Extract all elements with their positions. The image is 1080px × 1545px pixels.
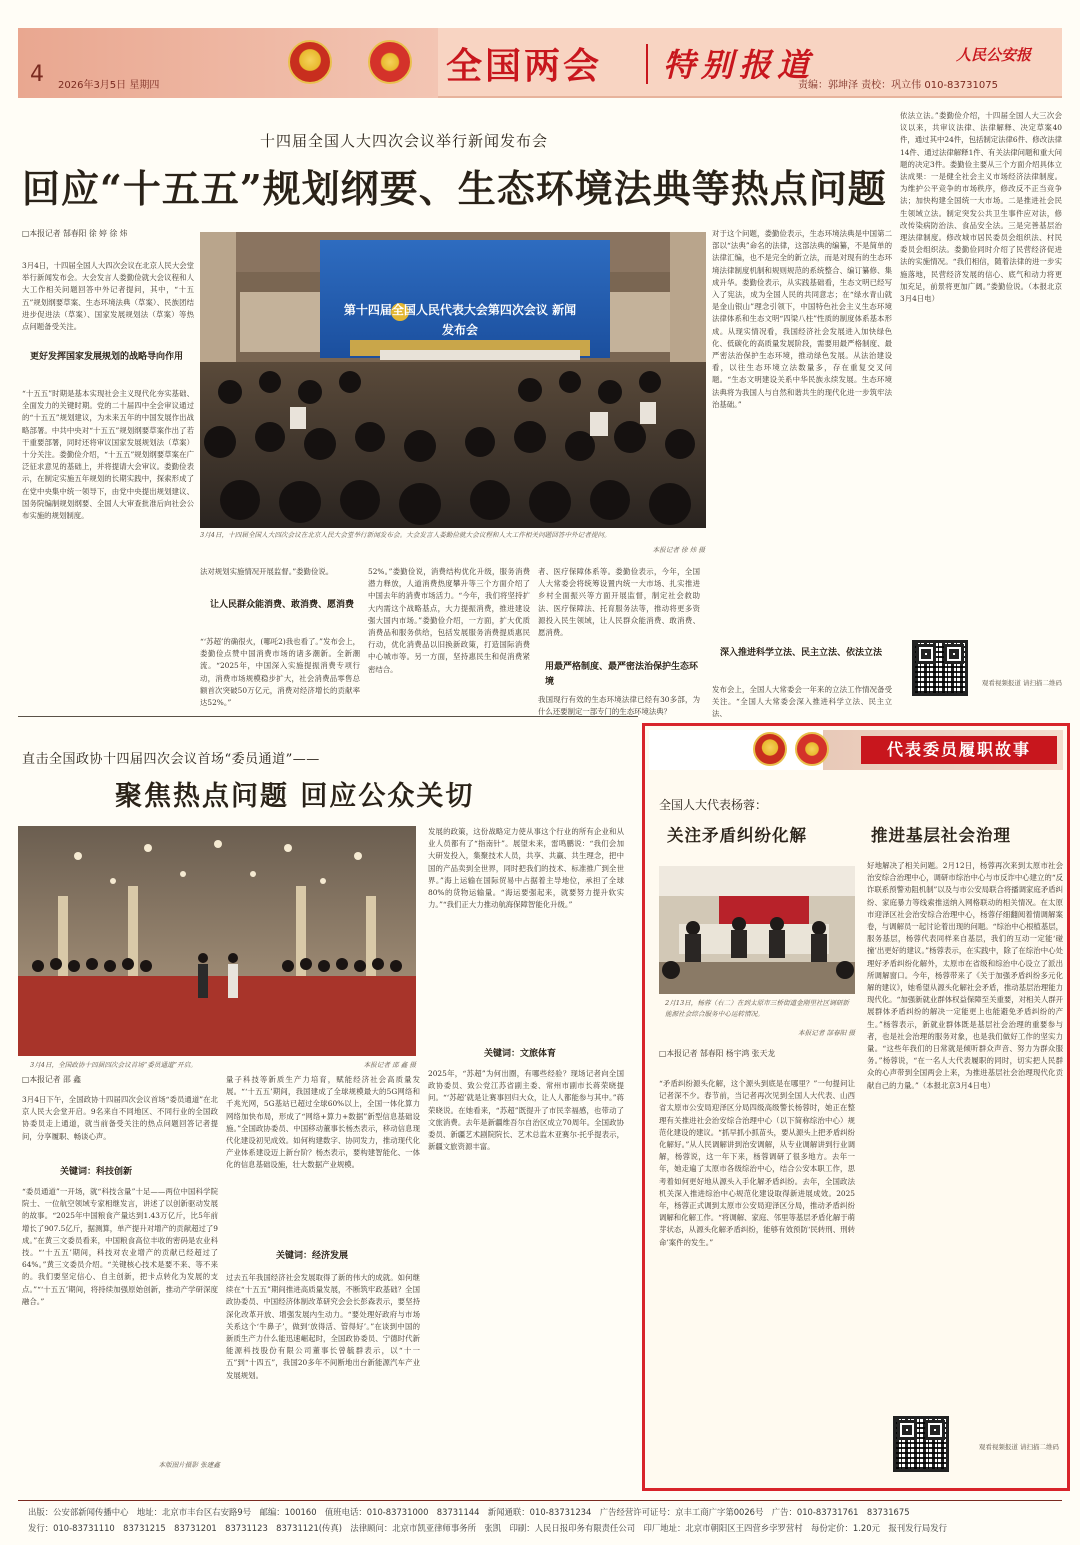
- article1-col4b-body: 我国现行有效的生态环境法律已经有30多部，为什么还要制定一部专门的生态环境法典？: [538, 695, 700, 717]
- article1-subhead1: 更好发挥国家发展规划的战略导向作用: [30, 352, 184, 362]
- feature-headline-right: 推进基层社会治理: [871, 826, 1011, 845]
- title-divider: [646, 44, 648, 84]
- feature-photo-credit: 本报记者 郜春阳 摄: [798, 1029, 855, 1037]
- article1-col5b-body: 发布会上，全国人大常委会一年来的立法工作情况备受关注。“全国人大常委会深入推进科学立法、民主立法、: [712, 685, 892, 719]
- article2-kw-culture: 关键词：文旅体育: [484, 1049, 557, 1059]
- feature-headline-left: 关注矛盾纠纷化解: [667, 826, 807, 845]
- qr-code-icon[interactable]: [912, 640, 968, 696]
- article1-col2b-body: “‘苏超’的确很火，(哪吒2)我也看了。”发布会上，娄勤俭点赞中国消费市场的诸多潮新。全新潮流。“2025年，中国深入实施提振消费专项行动，消费市场规模稳步扩大，社会消费品零售总额首次突破50万亿元，消费对经济增长的贡献率达52%。”: [200, 637, 360, 708]
- press-conference-photo: [200, 232, 706, 528]
- issue-date: 2026年3月5日 星期四: [58, 80, 160, 91]
- page-number: 4: [30, 62, 44, 87]
- feature-photo-caption: 2月13日，杨蓉（右二）在到太原市三桥街道金刚里社区调研新能源社会综合服务中心运转情况。: [665, 999, 850, 1018]
- national-emblem-icon: [288, 40, 332, 84]
- committee-passage-photo: [18, 826, 416, 1056]
- editor-credits: 责编：郭坤泽 责校：巩立伟 010-83731075: [798, 80, 998, 91]
- article2-kicker: 直击全国政协十四届四次会议首场“委员通道”——: [22, 752, 320, 767]
- feature-col-left: “矛盾纠纷源头化解，这个源头到底是在哪里？”一句提问让记者深不少。春节前，当记者再次见到全国人大代表、山西省太原市公安局迎泽区分局四级高级警长杨蓉时，她正在整理有关推进社会治安综合治理中心（以下简称综治中心）规范化建设的建议。“抓早抓小抓苗头，要从源头上把矛盾纠纷化解好。”从人民调解讲到治安调解，从专业调解讲到行业调解，杨蓉说，这一年下来，杨蓉调研了很多地方。去年一年，她走遍了太原市各级综治中心，结合公安本职工作，思考着如何更好地从源头入手化解矛盾纠纷。去年，全国政法机关深入推进综治中心规范化建设取得新进展成效。2025年，杨蓉正式调到太原市公安局迎泽区分局，推动矛盾纠纷调解和化解工作。“将调解、家庭、邻里等基层矛盾化解于萌芽状态，从源头化解矛盾纠纷，能够有效预防‘民转刑、刑转命’案件的发生。”: [659, 1079, 855, 1247]
- article1-col4-body: 者、医疗保障体系等。娄勤俭表示，今年，全国人大常委会将统筹设置内统一大市场、扎实推进乡村全面振兴等方面开展监督，制定社会救助法、医疗保障法、托育服务法等，推动将更多资源投入民生领域，让人民群众能消费、敢消费、愿消费。: [538, 567, 700, 638]
- article1-subhead2: 让人民群众能消费、敢消费、愿消费: [210, 600, 355, 610]
- article1-col6-body: 依法立法。”娄勤俭介绍，十四届全国人大三次会议以来，共审议法律、法律解释、决定草案40件，通过其中24件，包括制定法律6件、修改法律14件、通过法律解释1件、有关法律问题和重大问题的决定3件。娄勤俭主要从三个方面介绍具体立法成果：一是健全社会主义市场经济法律制度。为维护公平竞争的市场秩序，修改反不正当竞争法；加快构建全国统一大市场。二是推进社会民生领域立法。制定突发公共卫生事件应对法，修改传染病防治法、食品安全法。三是完善基层治理法律制度。修改城市居民委员会组织法、村民委员会组织法。娄勤俭同时介绍了民营经济促进法的实施情况。“我们相信，随着法律的进一步实施落地，民营经济发展的信心、底气和动力将更加充足，前景将更加广阔。”娄勤俭说。（本报北京3月4日电）: [900, 111, 1062, 304]
- article2-headline: 聚焦热点问题 回应公众关切: [115, 781, 475, 812]
- passage-photo-credit: 本报记者 邵 鑫 摄: [363, 1061, 416, 1069]
- article1-lead: 3月4日，十四届全国人大四次会议在北京人民大会堂举行新闻发布会。大会发言人娄勤俭就大会议程和人大工作相关问题回答中外记者提问，其中，“十五五”规划纲要草案、生态环境法典（草案）、民族团结进步促进法（草案）、国家发展规划法（草案）等热点问题备受关注。: [22, 261, 195, 332]
- article2-kw-tech: 关键词：科技创新: [60, 1167, 133, 1177]
- feature-qr-code-icon[interactable]: [893, 1416, 949, 1472]
- section-divider: [18, 716, 638, 717]
- article2-kw-economy: 关键词：经济发展: [276, 1251, 349, 1261]
- feature-meeting-photo: [659, 866, 855, 994]
- feature-emblem-icon: [753, 732, 787, 766]
- press-photo-caption: 3月4日，十四届全国人大四次会议在北京人民大会堂举行新闻发布会。大会发言人娄勤俭就大会议程和人大工作相关问题回答中外记者提问。: [200, 531, 611, 539]
- feature-kicker: 全国人大代表杨蓉：: [659, 798, 768, 812]
- press-photo-credit: 本报记者 徐 炜 摄: [652, 546, 705, 554]
- article2-col-a-body: “委员通道”一开场，就“科技含量”十足——两位中国科学院院士、一位航空领域专家相继发言，讲述了以创新驱动发展的故事。“2025年中国粮食产量达到1.43万亿斤，比5年前增长了907.5亿斤，据测算，单产提升对增产的贡献超过了9成。”在黄三文委员看来，中国粮食高位丰收的密码是农业科技。“‘十五五’期间，科技对农业增产的贡献已经超过了64%。”黄三文委员介绍。“关键核心技术是要不来、等不来的。我们要坚定信心、自主创新，把卡点转化为发展的支点。”“‘十五五’期间，将持续加强原始创新，推动产学研深度融合。”: [22, 1187, 218, 1306]
- article2-col-b2-body: 过去五年我国经济社会发展取得了新的伟大的成就。如何继续在“十五五”期间推进高质量发展，不断筑牢政基础？全国政协委员、中国经济体制改革研究会会长彭森表示，要坚持深化改革开放、增强发展内生动力。“要处理好政府与市场关系这个‘牛鼻子’，做到‘放得活、管得好’。”在谈到中国的新质生产力什么能迅速崛起时，全国政协委员、宁德时代新能源科技股份有限公司董事长曾毓群表示，以“十一五”到“十四五”，我国20多年不间断地出台新能源汽车产业发展规划。: [226, 1273, 420, 1380]
- article2-right-col-a: 发展的政策，这份战略定力使从事这个行业的所有企业和从业人员都有了“指南针”。展望未来，雷鸣鹏说：“我们会加大研发投入，集聚技术人员，共享、共赢、共生理念，把中国的产品卖到全世界，同时把我们的技术、标准推广到全世界。”海上运输在国际贸易中占据着主导地位，承担了全球80%的货物运输量。“海运要强起来，就要努力提升软实力。”“我们正大力推动航海保障智能化升级。”: [428, 827, 624, 910]
- backdrop-text: 第十四届全国人民代表大会第四次会议 新闻发布会: [343, 303, 577, 337]
- article2-lead: 3月4日下午，全国政协十四届四次会议首场“委员通道”在北京人民大会堂开启。9名来自不同地区、不同行业的全国政协委员走上通道，就当前备受关注的热点问题回答记者提问，分享履职、畅谈心声。: [22, 1095, 218, 1141]
- page-banner: [18, 28, 1062, 98]
- article1-col5-body: 对于这个问题，娄勤俭表示，生态环境法典是中国第二部以“法典”命名的法律，这部法典的编纂，不是简单的法律汇编，也不是完全的新立法，而是对现有的生态环境法律制度机制和规则规范的系统整合、编订纂修、集成升华。娄勤俭表示，从实践基础看，生态文明已经写入了宪法，成为全国人民的共同意志；在“绿水青山就是金山银山”理念引领下，中国特色社会主义生态环境法律体系和生态文明“四梁八柱”性质的制度体系基本形成。从现实情况看，我国经济社会发展进入加快绿色化、低碳化的高质量发展阶段，需要用最严格制度、最严密法治保护生态环境，推动绿色发展。从法治建设看，以往生态环境立法数量多，存在重复交叉问题。“生态文明建设关系中华民族永续发展。生态环境法典将为我国人与自然和谐共生的现代化进一步筑牢法治基础。”: [712, 229, 892, 409]
- article1-col1-body: “十五五”时期是基本实现社会主义现代化夯实基础、全面发力的关键时期。党的二十届四中全会审议通过的“十五五”规划建议，为未来五年的中国发展作出战略部署。中共中央对“十五五”规划纲要草案作出了若干重要部署，同时还将审议国家发展规划法（草案）十分关注。娄勤俭介绍，“十五五”规划纲要草案在广泛征求意见的基础上，并将提请大会审议。娄勤俭表示，在制定实施五年规划的长期实践中，探索形成了在党中央集中统一领导下，由党中央提出规划建议、国务院编制规划纲要、全国人大审查批准后向社会公布实施的规划制度。: [22, 389, 194, 521]
- footer-line2: 发行：010-83731110 83731215 83731201 83731123 83731121(传真) 法律顾问：北京市凯亚律师事务所 张凯 印刷：人民日报印务有限责任公司 印厂地址：北京市朝阳区王四营乡孛罗营村 每份定价：1.20元 报刊发行局发行: [28, 1523, 947, 1533]
- feature-column-banner: [649, 730, 1063, 770]
- cppcc-emblem-icon: [368, 40, 412, 84]
- footer-rule: [18, 1500, 1062, 1501]
- article1-subhead3: 用最严格制度、最严密法治保护生态环境: [545, 662, 699, 687]
- feature-byline: □本报记者 郜春阳 杨宇鸿 张天龙: [659, 1049, 776, 1058]
- feature-column-title: 代表委员履职故事: [861, 736, 1057, 764]
- section-subtitle: 特别报道: [663, 46, 816, 84]
- feature-col-right: 好地解决了相关问题。2月12日，杨蓉再次来到太原市社会治安综合治理中心，调研市综治中心与市反诈中心建立的“反诈联系预警劝阻机制”以及与市公安局联合将播调家庭矛盾纠纷、家庭暴力等线索推送纳入网格联动的相关情况。在太原市迎泽区社会治安综合治理中心，杨蓉仔细翻阅着情调解案卷，与调解员一起讨论着出现的问题。“综治中心根植基层，服务基层，杨蓉代表同样来自基层，我们的互动一定能‘碰撞’出更好的建议。”杨蓉表示，在实践中，除了在综治中心处理好矛盾纠纷化解外，太原市在省级和综治中心设立了派出所调解窗口。今年，杨蓉带来了《关于加强矛盾纠纷多元化解的建议》，她希望从源头化解社会矛盾，推动基层治理能力现代化。“加强新就业群体权益保障至关重要，对相关人群开展群体矛盾纠纷的解决一定能更上也能避免矛盾纠纷的产生。”杨蓉表示，新就业群体既是基层社会治理的重要参与者，也是社会治理的服务对象，也是我们做好工作的坚实力量。“这些年我们的日常就是倾听群众声音、努力为群众服务。”杨蓉说，“在一名人大代表履职的同时，切实把人民群众的心声带到全国两会上来，为推进基层社会治理现代化贡献自己的力量。”（本报北京3月4日电）: [867, 861, 1063, 1090]
- paper-logo: 人民公安报: [956, 46, 1032, 64]
- article2-byline: □本报记者 邵 鑫: [22, 1075, 82, 1084]
- article1-subhead4: 深入推进科学立法、民主立法、依法立法: [720, 648, 883, 658]
- article1-byline: □本报记者 郜春阳 徐 婷 徐 炜: [22, 229, 128, 238]
- article1-kicker: 十四届全国人大四次会议举行新闻发布会: [260, 132, 549, 150]
- section-title: 全国两会: [446, 45, 603, 87]
- article1-headline: 回应“十五五”规划纲要、生态环境法典等热点问题: [22, 166, 887, 211]
- article1-qr-caption: 观看视频报道 请扫描二维码: [981, 679, 1062, 687]
- feature-cppcc-icon: [795, 732, 829, 766]
- article1-col3-body: 52%。”娄勤俭说，消费结构优化升级，服务消费潜力释放，人道消费热度攀升等三个方面介绍了中国去年的消费市场活力。“今年，我们将坚持扩大内需这个战略基点，大力提振消费，推进建设强大国内市场。”娄勤俭介绍，一方面，扩大优质消费品和服务供给，包括发展服务消费提质惠民行动，优化消费品以旧换新政策，打造国际消费中心城市等。另一方面，坚持惠民生和促消费紧密结合。: [368, 567, 530, 674]
- feature-qr-caption: 观看视频报道 请扫描二维码: [978, 1443, 1059, 1451]
- passage-photo-caption: 3月4日，全国政协十四届四次会议首场“委员通道”开启。: [30, 1061, 197, 1069]
- article2-col-b-body: 量子科技等新质生产力培育，赋能经济社会高质量发展。“‘十五五’期间，我国建成了全球规模最大的5G网络和千兆光网，5G基站已超过全球60%以上，全国一体化算力网络加快布局，形成了“网络+算力+数据”新型信息基础设施。”全国政协委员、中国移动董事长杨杰表示，移动信息现代化建设初见成效。如何构建数字、协同发力，推动现代化产业体系建设迈上新台阶？杨杰表示，要构建智能化、一体化的信息基础设施，壮大数据产业规模。: [226, 1075, 420, 1170]
- article2-right-col-b: 2025年，“苏超”为何出圈，有哪些经验？现场记者向全国政协委员、致公党江苏省副主委、常州市副市长蒋荣晓提问。“‘苏超’就是让赛事回归大众，让人人都能参与其中。”蒋荣晓说。在她看来，“苏超”既提升了市民幸福感，也带动了文旅消费。去年是新疆维吾尔自治区成立70周年。全国政协委员、新疆艺术剧院院长、艺术总监木亚赛尔·托乎提表示，新疆文旅资源丰富。: [428, 1069, 624, 1152]
- deputy-story-box: [642, 723, 1070, 1491]
- article2-photo-credit: 本版图片摄影 张建鑫: [158, 1461, 220, 1469]
- article1-col2-body: 法对规划实施情况开展监督。”娄勤俭说。: [200, 567, 334, 576]
- footer-line1: 出版：公安部新闻传播中心 地址：北京市丰台区右安路9号 邮编：100160 值班电话：010-83731000 83731144 新闻通联：010-83731234 广告经营许可证号：京丰工商广字第0026号 广告：010-83731761 83731675: [28, 1507, 910, 1517]
